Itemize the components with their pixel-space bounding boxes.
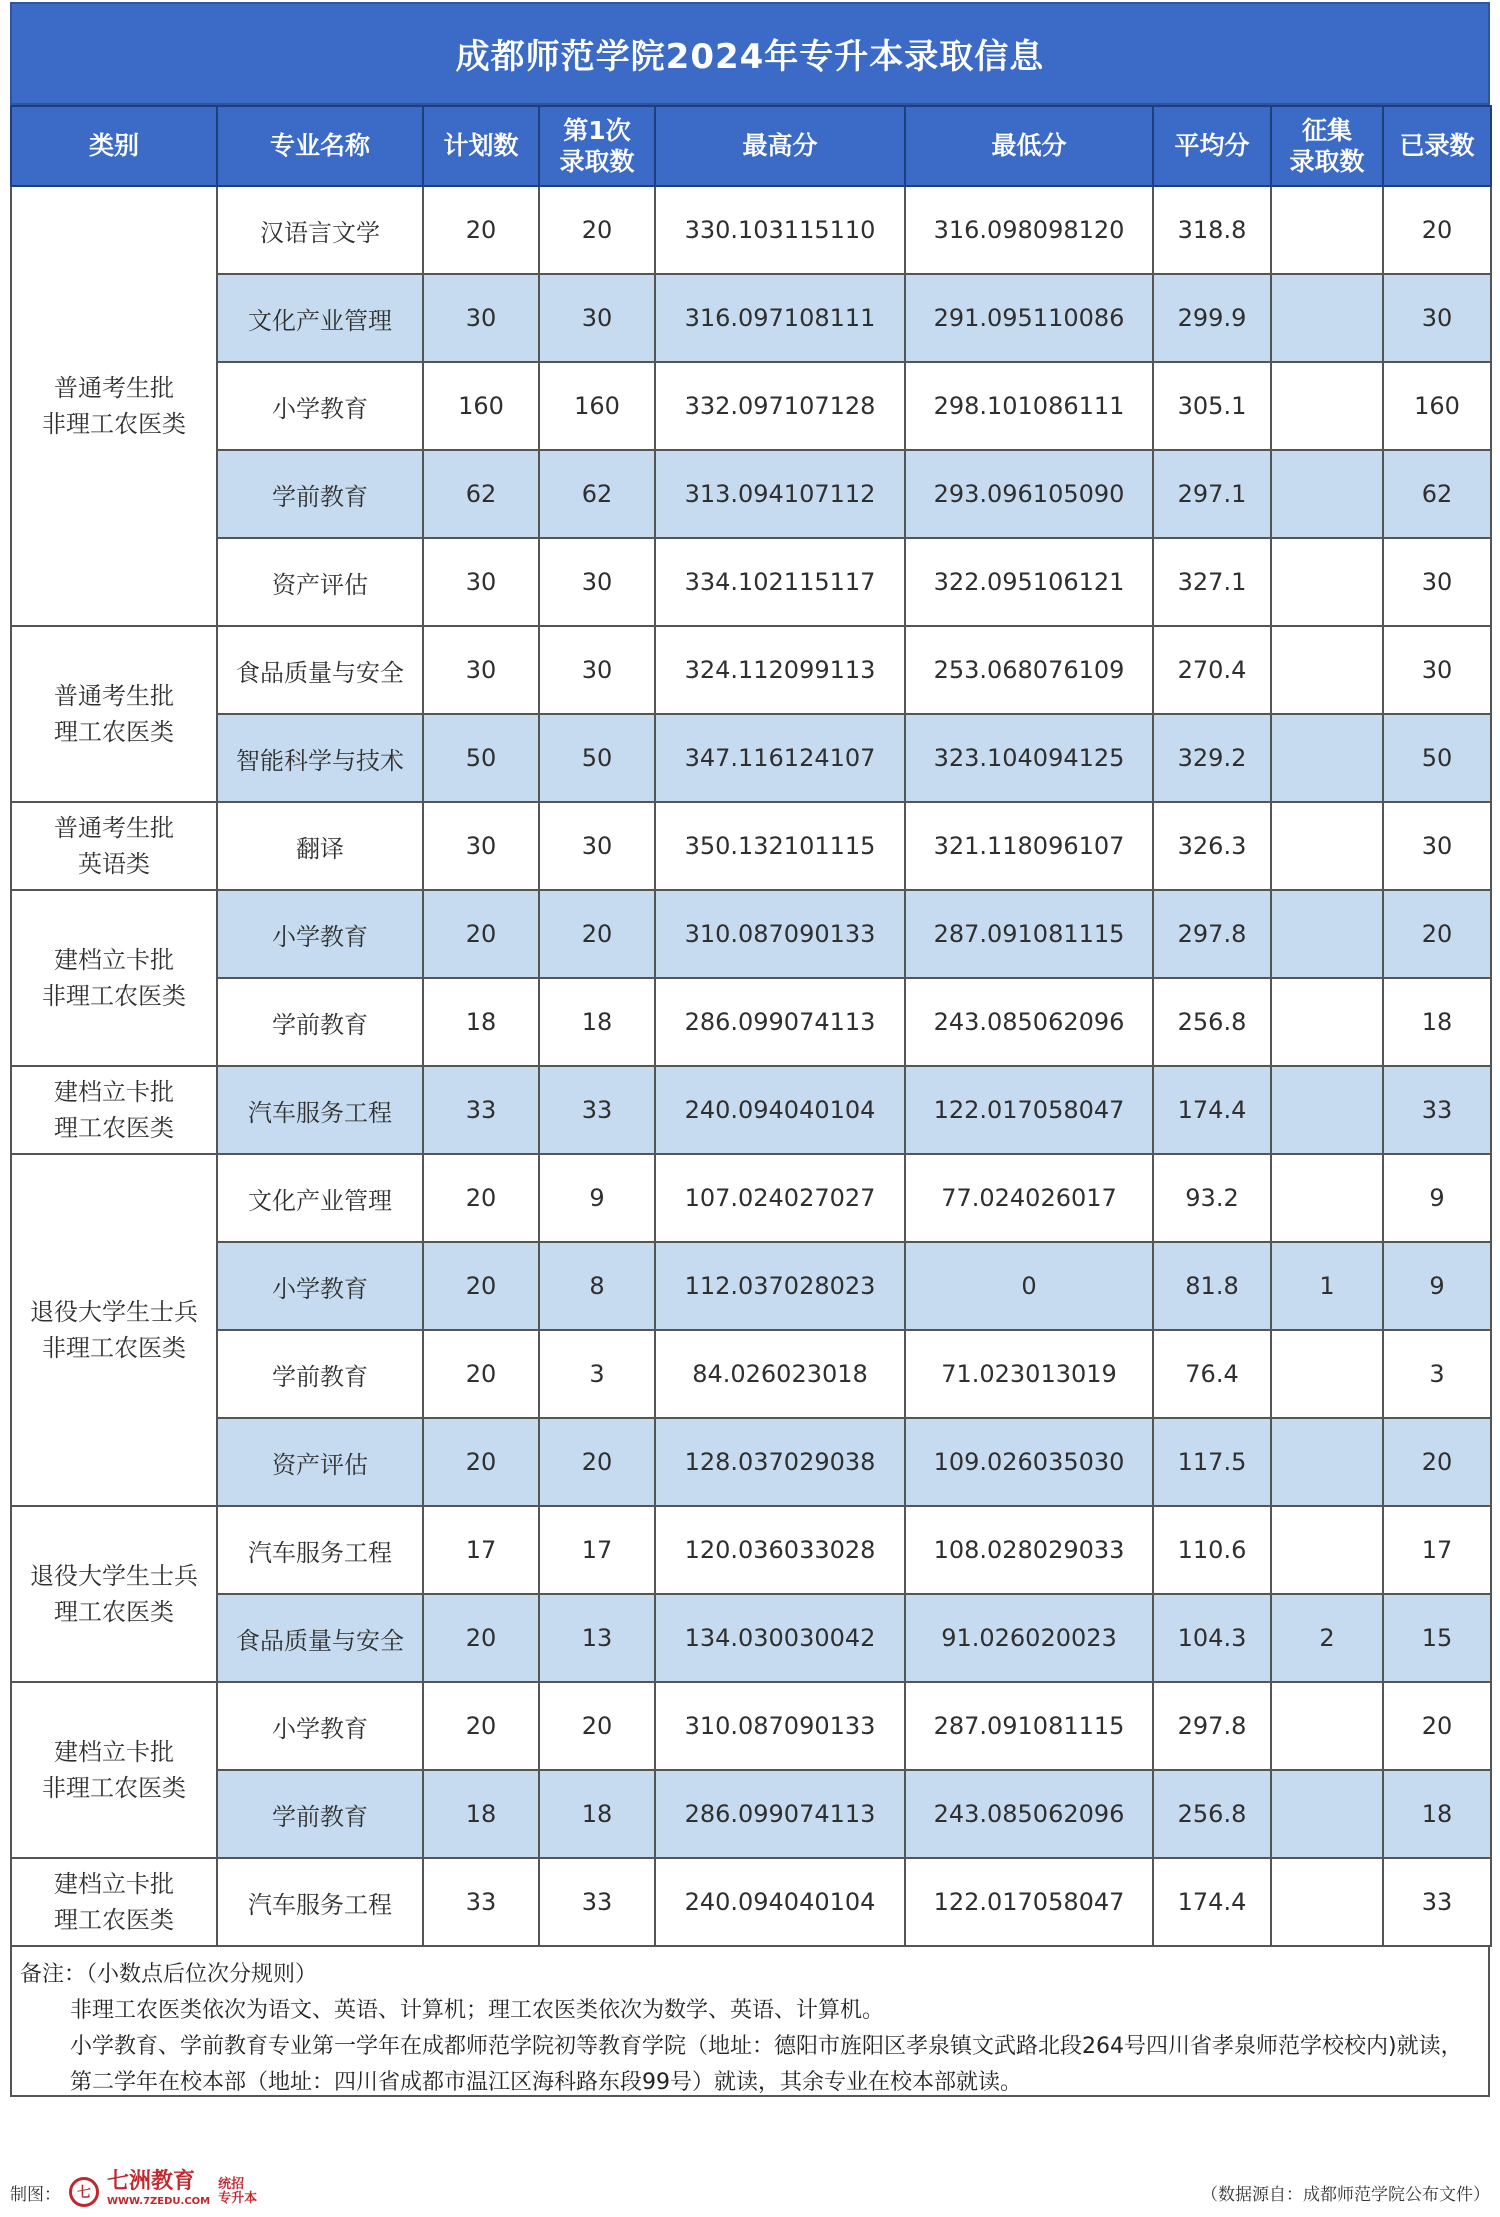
major-cell: 汽车服务工程 [217,1858,423,1946]
first-round-cell: 30 [539,538,655,626]
avg-score-cell: 299.9 [1153,274,1271,362]
first-round-cell: 18 [539,978,655,1066]
min-score-cell: 298.101086111 [905,362,1153,450]
plan-cell: 30 [423,274,539,362]
table-row [11,1770,1491,1858]
min-score-cell: 108.028029033 [905,1506,1153,1594]
first-round-cell: 18 [539,1770,655,1858]
supplement-cell [1271,362,1383,450]
min-score-cell: 293.096105090 [905,450,1153,538]
category-cell [11,1506,217,1682]
supplement-cell [1271,1682,1383,1770]
min-score-cell: 109.026035030 [905,1418,1153,1506]
min-score-cell: 321.118096107 [905,802,1153,890]
category-line-2: 理工农医类 [54,1906,174,1934]
major-cell: 文化产业管理 [217,1154,423,1242]
brand-logo-icon: 七 [69,2177,99,2207]
page-title: 成都师范学院2024年专升本录取信息 [10,2,1490,105]
category-cell [11,1858,217,1946]
first-round-cell: 9 [539,1154,655,1242]
avg-score-cell: 76.4 [1153,1330,1271,1418]
table-row [11,450,1491,538]
avg-score-cell: 110.6 [1153,1506,1271,1594]
col-header-admitted: 已录数 [1383,106,1491,186]
major-cell: 食品质量与安全 [217,626,423,714]
max-score-cell: 84.026023018 [655,1330,905,1418]
plan-cell: 18 [423,978,539,1066]
min-score-cell: 122.017058047 [905,1066,1153,1154]
category-line-2: 非理工农医类 [42,1334,186,1362]
admitted-cell: 30 [1383,538,1491,626]
col-header-first-round: 第1次 录取数 [539,106,655,186]
category-line-1: 普通考生批 [54,374,174,402]
table-row [11,714,1491,802]
table-row [11,626,1491,714]
supplement-cell [1271,978,1383,1066]
col-header-min-score: 最低分 [905,106,1153,186]
avg-score-cell: 305.1 [1153,362,1271,450]
category-line-2: 非理工农医类 [42,1774,186,1802]
notes-section [10,1947,1490,2097]
max-score-cell: 310.087090133 [655,1682,905,1770]
first-round-cell: 20 [539,890,655,978]
admitted-cell: 33 [1383,1858,1491,1946]
supplement-cell [1271,1506,1383,1594]
admitted-cell: 20 [1383,1418,1491,1506]
plan-cell: 18 [423,1770,539,1858]
table-row [11,1594,1491,1682]
avg-score-cell: 326.3 [1153,802,1271,890]
category-line-1: 退役大学生士兵 [30,1298,198,1326]
major-cell: 小学教育 [217,362,423,450]
first-round-cell: 33 [539,1858,655,1946]
max-score-cell: 316.097108111 [655,274,905,362]
plan-cell: 160 [423,362,539,450]
admitted-cell: 30 [1383,626,1491,714]
category-line-2: 理工农医类 [54,1598,174,1626]
min-score-cell: 291.095110086 [905,274,1153,362]
supplement-cell [1271,1330,1383,1418]
supplement-cell [1271,626,1383,714]
table-row [11,1418,1491,1506]
col-header-plan: 计划数 [423,106,539,186]
plan-cell: 30 [423,802,539,890]
admitted-cell: 18 [1383,978,1491,1066]
admitted-cell: 62 [1383,450,1491,538]
supplement-cell [1271,1858,1383,1946]
admitted-cell: 17 [1383,1506,1491,1594]
supplement-cell [1271,1154,1383,1242]
table-row [11,1858,1491,1946]
admitted-cell: 30 [1383,274,1491,362]
supplement-cell [1271,890,1383,978]
plan-cell: 20 [423,1330,539,1418]
major-cell: 文化产业管理 [217,274,423,362]
category-line-1: 建档立卡批 [54,1738,174,1766]
major-cell: 资产评估 [217,1418,423,1506]
max-score-cell: 332.097107128 [655,362,905,450]
max-score-cell: 313.094107112 [655,450,905,538]
max-score-cell: 347.116124107 [655,714,905,802]
category-line-2: 英语类 [78,850,150,878]
category-cell [11,1154,217,1506]
plan-cell: 20 [423,1418,539,1506]
table-row [11,538,1491,626]
first-round-cell: 20 [539,1682,655,1770]
min-score-cell: 287.091081115 [905,1682,1153,1770]
min-score-cell: 77.024026017 [905,1154,1153,1242]
plan-cell: 62 [423,450,539,538]
min-score-cell: 243.085062096 [905,1770,1153,1858]
supplement-cell [1271,1418,1383,1506]
first-round-cell: 20 [539,1418,655,1506]
admitted-cell: 50 [1383,714,1491,802]
avg-score-cell: 93.2 [1153,1154,1271,1242]
max-score-cell: 286.099074113 [655,1770,905,1858]
category-cell [11,1066,217,1154]
header-row [11,106,1491,186]
max-score-cell: 324.112099113 [655,626,905,714]
brand-name: 七洲教育 [107,2169,196,2194]
footer-credit [10,2169,258,2212]
max-score-cell: 240.094040104 [655,1858,905,1946]
notes-campus-info: 小学教育、学前教育专业第一学年在成都师范学院初等教育学院（地址：德阳市旌阳区孝泉镇文武路北段264号四川省孝泉师范学校校内)就读，第二学年在校本部（地址：四川省成都市温江区海科路东段99号）就读，其余专业在校本部就读。 [70,2034,1463,2095]
avg-score-cell: 81.8 [1153,1242,1271,1330]
admitted-cell: 3 [1383,1330,1491,1418]
max-score-cell: 286.099074113 [655,978,905,1066]
plan-cell: 20 [423,1154,539,1242]
major-cell: 小学教育 [217,1242,423,1330]
supplement-cell [1271,714,1383,802]
col-header-max-score: 最高分 [655,106,905,186]
col-header-supplement: 征集 录取数 [1271,106,1383,186]
avg-score-cell: 117.5 [1153,1418,1271,1506]
plan-cell: 17 [423,1506,539,1594]
avg-score-cell: 297.8 [1153,890,1271,978]
major-cell: 学前教育 [217,1330,423,1418]
plan-cell: 50 [423,714,539,802]
max-score-cell: 240.094040104 [655,1066,905,1154]
category-line-1: 建档立卡批 [54,1870,174,1898]
supplement-cell [1271,450,1383,538]
col-header-avg-score: 平均分 [1153,106,1271,186]
category-cell [11,802,217,890]
table-body [11,186,1491,1946]
first-round-cell: 62 [539,450,655,538]
brand-sub-bottom: 专升本 [218,2191,258,2206]
category-cell [11,626,217,802]
table-row [11,1154,1491,1242]
table-row [11,1506,1491,1594]
min-score-cell: 316.098098120 [905,186,1153,274]
admitted-cell: 30 [1383,802,1491,890]
min-score-cell: 71.023013019 [905,1330,1153,1418]
first-round-cell: 20 [539,186,655,274]
admission-sheet [10,2,1490,2097]
avg-score-cell: 318.8 [1153,186,1271,274]
brand-name-block [107,2169,211,2212]
supplement-cell [1271,538,1383,626]
category-line-2: 理工农医类 [54,718,174,746]
avg-score-cell: 256.8 [1153,978,1271,1066]
plan-cell: 20 [423,890,539,978]
avg-score-cell: 270.4 [1153,626,1271,714]
first-round-cell: 8 [539,1242,655,1330]
plan-cell: 33 [423,1858,539,1946]
admitted-cell: 20 [1383,1682,1491,1770]
min-score-cell: 323.104094125 [905,714,1153,802]
admitted-cell: 15 [1383,1594,1491,1682]
notes-subject-order: 非理工农医类依次为语文、英语、计算机；理工农医类依次为数学、英语、计算机。 [70,1998,885,2023]
major-cell: 食品质量与安全 [217,1594,423,1682]
brand-subtitle [218,2178,257,2206]
plan-cell: 20 [423,1682,539,1770]
col-header-major: 专业名称 [217,106,423,186]
first-round-cell: 30 [539,802,655,890]
avg-score-cell: 174.4 [1153,1858,1271,1946]
min-score-cell: 287.091081115 [905,890,1153,978]
major-cell: 学前教育 [217,978,423,1066]
data-source: （数据源自：成都师范学院公布文件） [1201,2184,1490,2205]
admitted-cell: 33 [1383,1066,1491,1154]
min-score-cell: 243.085062096 [905,978,1153,1066]
min-score-cell: 91.026020023 [905,1594,1153,1682]
admitted-cell: 20 [1383,890,1491,978]
category-line-2: 非理工农医类 [42,982,186,1010]
plan-cell: 30 [423,626,539,714]
table-row [11,186,1491,274]
major-cell: 小学教育 [217,1682,423,1770]
avg-score-cell: 329.2 [1153,714,1271,802]
supplement-cell: 1 [1271,1242,1383,1330]
first-round-cell: 160 [539,362,655,450]
min-score-cell: 322.095106121 [905,538,1153,626]
table-row [11,802,1491,890]
plan-cell: 20 [423,1594,539,1682]
supplement-cell [1271,1066,1383,1154]
min-score-cell: 122.017058047 [905,1858,1153,1946]
category-line-1: 建档立卡批 [54,1078,174,1106]
first-round-cell: 30 [539,626,655,714]
plan-cell: 33 [423,1066,539,1154]
admitted-cell: 9 [1383,1154,1491,1242]
major-cell: 学前教育 [217,450,423,538]
table-row [11,1330,1491,1418]
max-score-cell: 128.037029038 [655,1418,905,1506]
major-cell: 智能科学与技术 [217,714,423,802]
supplement-cell: 2 [1271,1594,1383,1682]
major-cell: 小学教育 [217,890,423,978]
plan-cell: 20 [423,1242,539,1330]
min-score-cell: 0 [905,1242,1153,1330]
major-cell: 资产评估 [217,538,423,626]
admitted-cell: 20 [1383,186,1491,274]
major-cell: 学前教育 [217,1770,423,1858]
made-by-label: 制图： [10,2184,61,2205]
plan-cell: 30 [423,538,539,626]
category-line-1: 普通考生批 [54,682,174,710]
category-cell [11,186,217,626]
category-line-1: 建档立卡批 [54,946,174,974]
table-row [11,1682,1491,1770]
first-round-cell: 33 [539,1066,655,1154]
avg-score-cell: 104.3 [1153,1594,1271,1682]
category-cell [11,1682,217,1858]
category-line-1: 退役大学生士兵 [30,1562,198,1590]
supplement-cell [1271,186,1383,274]
supplement-cell [1271,1770,1383,1858]
avg-score-cell: 297.8 [1153,1682,1271,1770]
supplement-cell [1271,802,1383,890]
major-cell: 汽车服务工程 [217,1506,423,1594]
category-line-2: 非理工农医类 [42,410,186,438]
table-row [11,274,1491,362]
plan-cell: 20 [423,186,539,274]
first-round-cell: 30 [539,274,655,362]
max-score-cell: 107.024027027 [655,1154,905,1242]
avg-score-cell: 256.8 [1153,1770,1271,1858]
admitted-cell: 18 [1383,1770,1491,1858]
brand-url: WWW.7ZEDU.COM [107,2196,211,2207]
category-line-1: 普通考生批 [54,814,174,842]
table-row [11,978,1491,1066]
admission-table [10,105,1492,1947]
notes-title: 备注：（小数点后位次分规则） [20,1962,318,1987]
table-row [11,362,1491,450]
avg-score-cell: 174.4 [1153,1066,1271,1154]
table-row [11,1242,1491,1330]
supplement-cell [1271,274,1383,362]
first-round-cell: 3 [539,1330,655,1418]
first-round-cell: 13 [539,1594,655,1682]
major-cell: 翻译 [217,802,423,890]
min-score-cell: 253.068076109 [905,626,1153,714]
first-round-cell: 17 [539,1506,655,1594]
category-cell [11,890,217,1066]
admitted-cell: 9 [1383,1242,1491,1330]
max-score-cell: 330.103115110 [655,186,905,274]
max-score-cell: 334.102115117 [655,538,905,626]
avg-score-cell: 297.1 [1153,450,1271,538]
max-score-cell: 134.030030042 [655,1594,905,1682]
admitted-cell: 160 [1383,362,1491,450]
major-cell: 汉语言文学 [217,186,423,274]
major-cell: 汽车服务工程 [217,1066,423,1154]
max-score-cell: 350.132101115 [655,802,905,890]
category-line-2: 理工农医类 [54,1114,174,1142]
max-score-cell: 112.037028023 [655,1242,905,1330]
col-header-category: 类别 [11,106,217,186]
max-score-cell: 310.087090133 [655,890,905,978]
first-round-cell: 50 [539,714,655,802]
brand-sub-top: 统招 [218,2177,245,2192]
table-row [11,1066,1491,1154]
max-score-cell: 120.036033028 [655,1506,905,1594]
avg-score-cell: 327.1 [1153,538,1271,626]
footer [10,2169,1490,2212]
table-row [11,890,1491,978]
